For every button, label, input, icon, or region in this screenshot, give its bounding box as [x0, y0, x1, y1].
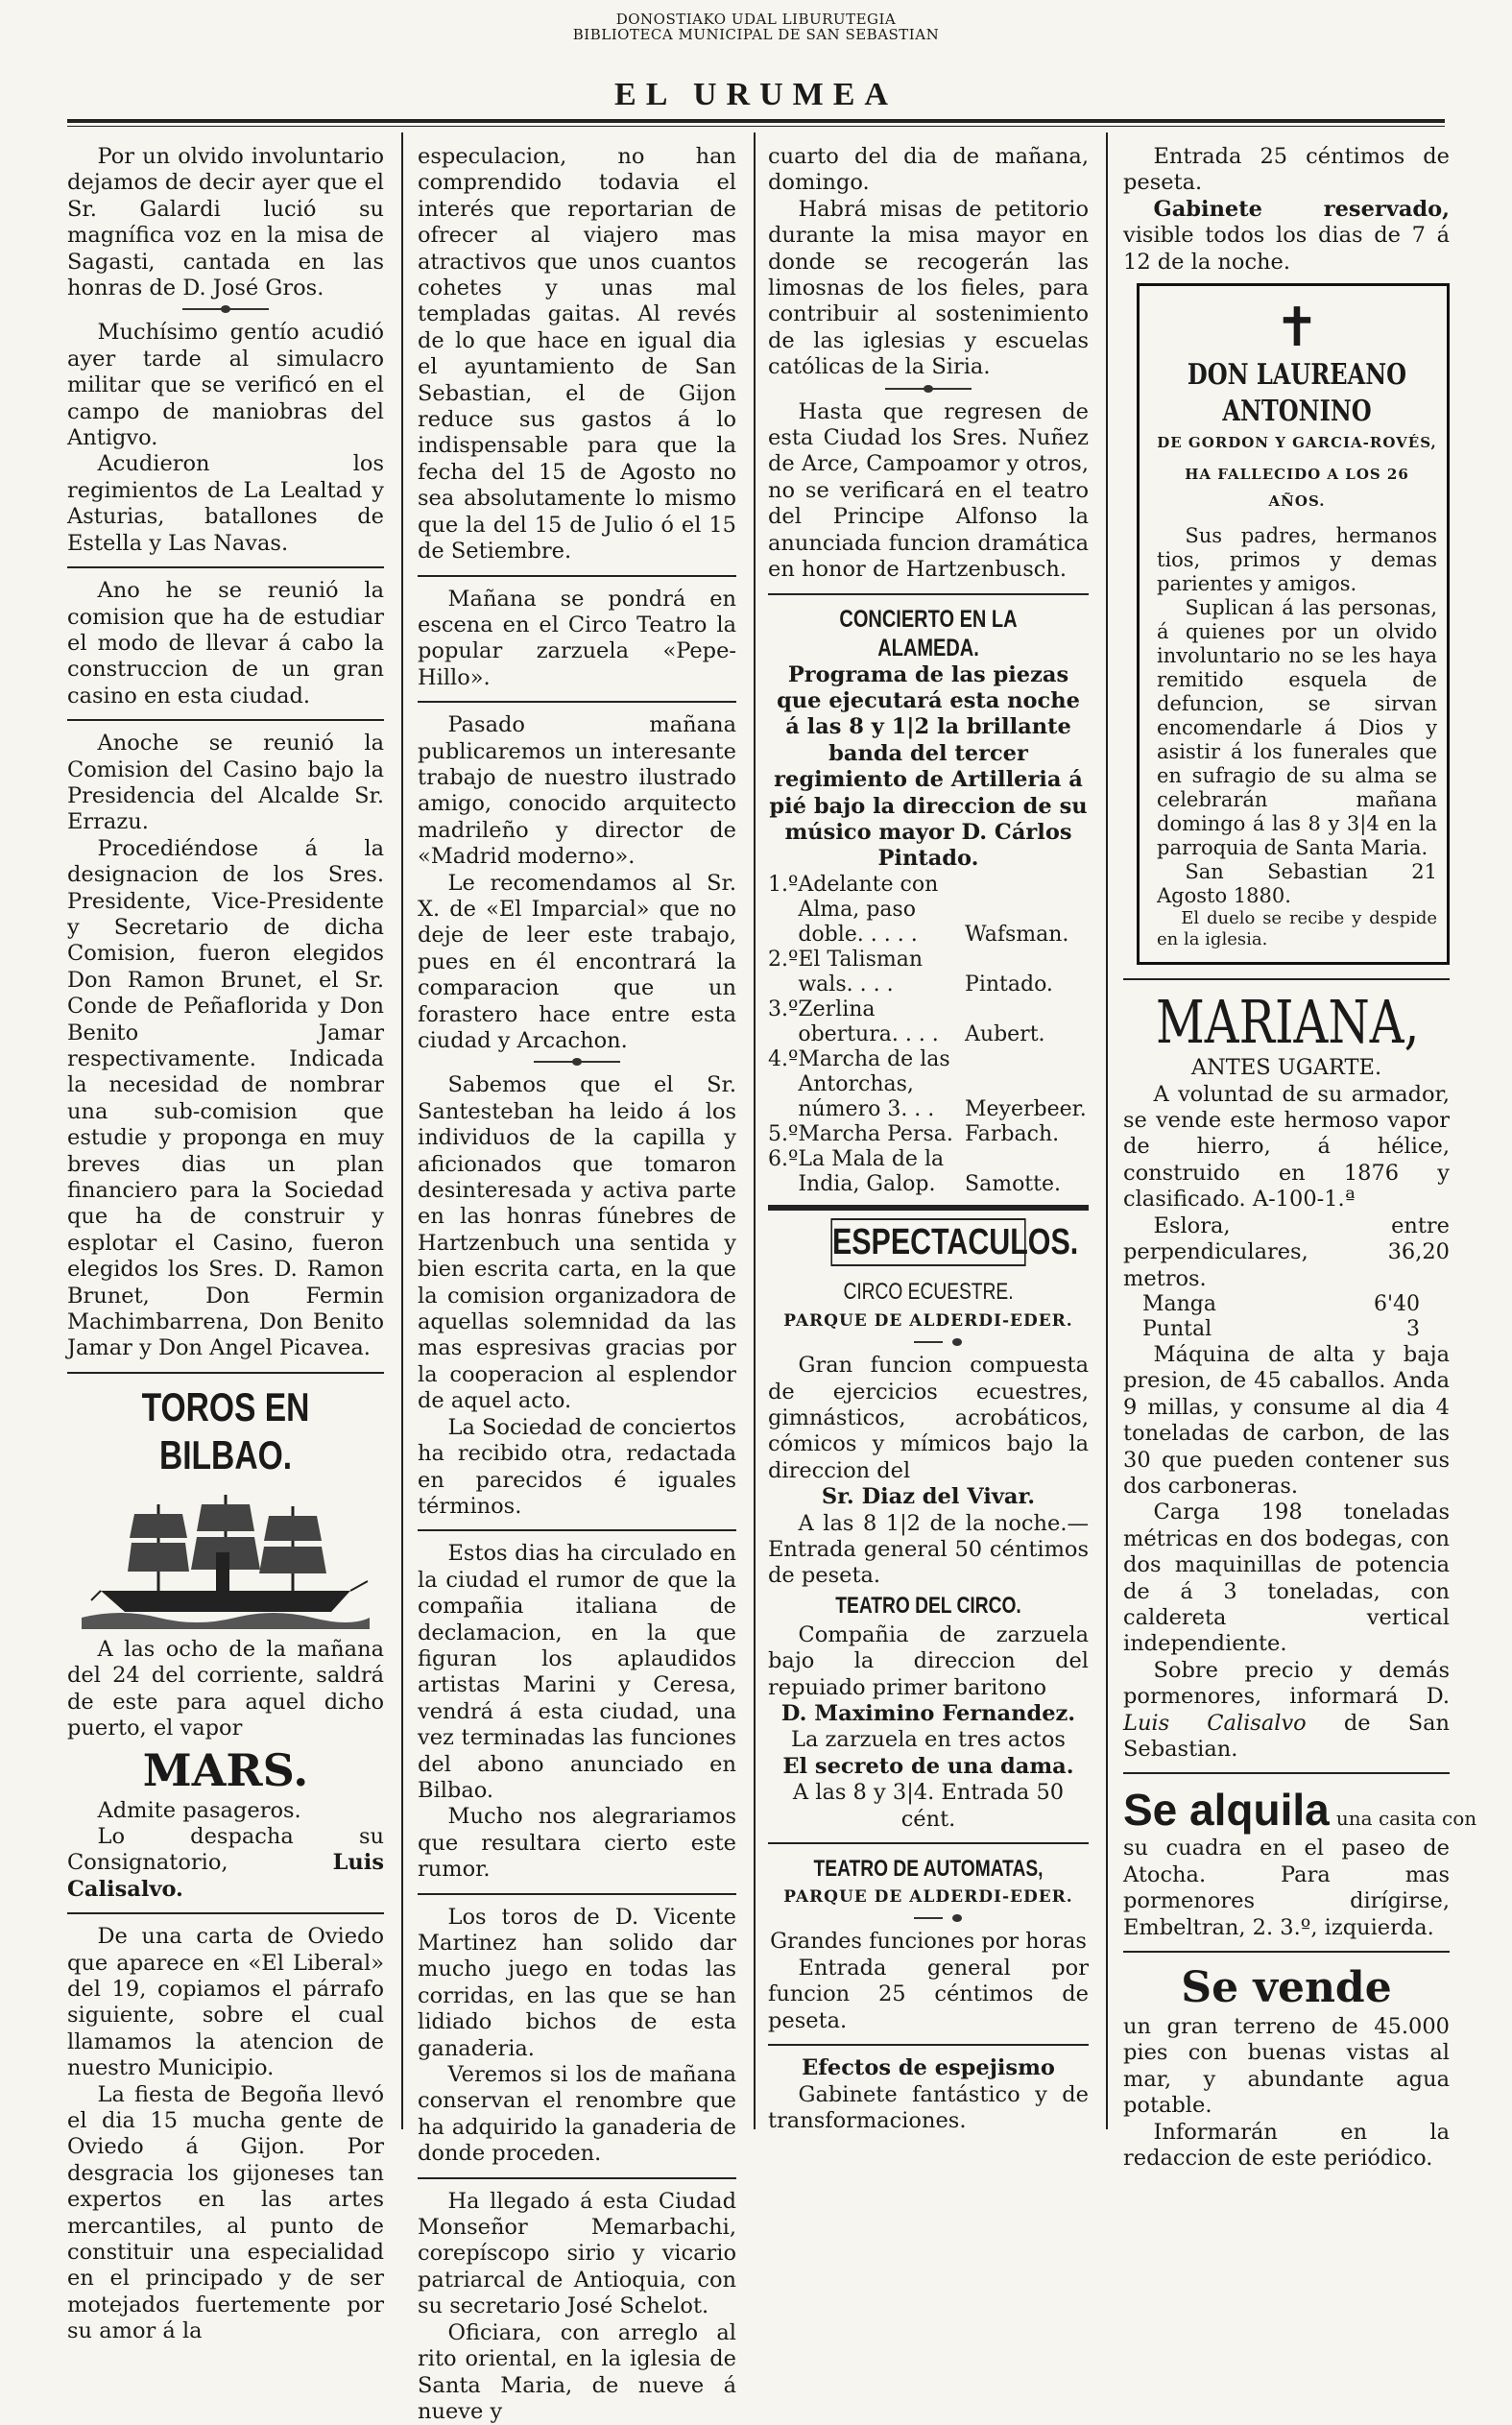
automatas-place: PARQUE DE ALDERDI-EDER. [783, 1887, 1073, 1908]
dimensions-table [1142, 1292, 1420, 1342]
library-line-1: DONOSTIAKO UDAL LIBURUTEGIA [615, 11, 897, 28]
alquila-text: su cuadra en el paseo de Atocha. Para mas pormenores dirígirse, Embeltran, 2. 3.º, izquierda. [1123, 1836, 1450, 1940]
separator [182, 308, 269, 310]
vende-title: Se vende [1181, 1963, 1392, 2013]
obituary-duelo: El duelo se recibe y despide en la iglesia. [1157, 908, 1437, 950]
concierto-intro: Programa de las piezas que ejecutará esta noche á las 8 y 1|2 la brillante banda del tercer regimiento de Artilleria á pié bajo la direccion de su músico mayor D. Cárlos Pintado. [769, 661, 1088, 872]
circo-text: Gran funcion compuesta de ejercicios ecuestres, gimnásticos, acrobáticos, cómicos y mímicos bajo la direccion del [768, 1353, 1089, 1483]
obituary-died: HA FALLECIDO A LOS 26 AÑOS. [1185, 466, 1409, 510]
mars-admits: Admite pasageros. [97, 1797, 301, 1823]
news-hartzenbusch-funcion: Hasta que regresen de esta Ciudad los Sres. Nuñez de Arce, Campoamor y otros, no se verificará en el teatro del Principe Alfonso la anunciada funcion dramática en honor de Hartzenbusch. [768, 398, 1089, 583]
program-num: 5.º [768, 1121, 799, 1146]
obituary-name: DON LAUREANO ANTONINO [1187, 358, 1407, 429]
automatas-text-2: Entrada general por funcion 25 céntimos de peseta. [768, 1955, 1089, 2033]
cross-icon: ✝ [1274, 297, 1320, 360]
espectaculos-title: ESPECTACULOS. [830, 1218, 1025, 1266]
automatas-title: TEATRO DE AUTOMATAS, [813, 1856, 1044, 1883]
gabinete-text: visible todos los dias de 7 á 12 de la noche. [1123, 223, 1450, 275]
divider-line [1123, 978, 1450, 980]
news-casino-designacion: Procediéndose á la designacion de los Sres. Presidente, Vice-Presidente y Secretario de dicha Comision, fueron elegidos Don Ramon Brunet, el Sr. Conde de Peñaflorida y Don Benito Jamar respectivamente. Indicada la necesidad de nombrar una sub-comision que estudie y proponga en muy breves dias un plan financiero para la Sociedad que ha de construir y esplotar el Casino, fueron elegidos los Sres. D. Ramon Brunet, Don Fermin Machimbarrena, Don Benito Jamar y Don Angel Picavea. [67, 835, 384, 1361]
teatro-circo-title: TEATRO DEL CIRCO. [835, 1592, 1021, 1619]
column-1 [67, 144, 384, 2345]
news-toros-martinez: Los toros de D. Vicente Martinez han solido dar mucho juego en todas las corridas, en las que se han lidiado bichos de esta ganaderia. [418, 1904, 736, 2061]
divider-line [768, 1842, 1089, 1844]
mariana-info-prefix: Sobre precio y demás pormenores, informará D. [1123, 1657, 1450, 1710]
divider-line [418, 1529, 736, 1531]
program-piece: El Talisman wals. . . . [798, 947, 924, 996]
news-santesteban: Sabemos que el Sr. Santesteban ha leido á los individuos de la capilla y aficionados que tomaron desinteresada y activa parte en las honras fúnebres de Hartzenbuch una sentida y bien escrita carta, en la que la comision organizadora de aquellas solemnidad da las mas espresivas gracias por la cooperacion al esplendor de aquel acto. [418, 1072, 736, 1414]
program-composer: Meyerbeer. [965, 1096, 1087, 1121]
toros-text: A las ocho de la mañana del 24 del corriente, saldrá de este para aquel dicho puerto, el vapor [67, 1636, 384, 1741]
efectos-title: Efectos de espejismo [802, 2055, 1055, 2081]
program-num: 1.º [768, 872, 799, 897]
divider-line [418, 1893, 736, 1895]
news-regimientos: Acudieron los regimientos de La Lealtad y Asturias, batallones de Estella y Las Navas. [67, 451, 384, 556]
news-gijon-cont: especulacion, no han comprendido todavia el interés que reportarian de ofrecer al viajero mas atractivos que unos cuantos cohetes y unas mal templadas gaitas. Al revés de lo que hace en igual dia el ayuntamiento de San Sebastian, el de Gijon reduce sus gastos á lo indispensable para que la fecha del 15 de Agosto no sea absolutamente lo mismo que la del 15 de Julio ó el 15 de Setiembre. [418, 144, 736, 564]
alquila-tail: una casita con [1335, 1807, 1477, 1831]
mariana-title: MARIANA, [1156, 987, 1420, 1058]
program-table [768, 873, 1089, 1197]
manga-value: 6'40 [1373, 1291, 1420, 1316]
program-row [768, 873, 1089, 948]
news-simulacro: Muchísimo gentío acudió ayer tarde al simulacro militar que se verificó en el campo de maniobras del Antigvo. [67, 320, 384, 451]
ship-name-mars: MARS. [142, 1743, 309, 1796]
program-composer: Farbach. [965, 1121, 1060, 1146]
automatas-text-1: Grandes funciones por horas [770, 1929, 1087, 1955]
column-divider [754, 132, 756, 2129]
divider-line [768, 1205, 1089, 1211]
news-ganaderia: Veremos si los de mañana conservan el renombre que ha adquirido la ganaderia de donde proceden. [418, 2062, 736, 2167]
circo-place: PARQUE DE ALDERDI-EDER. [783, 1310, 1073, 1331]
divider-line [1123, 1772, 1450, 1774]
divider-line [67, 1912, 384, 1914]
news-monsenor: Ha llegado á esta Ciudad Monseñor Memarbachi, corepíscopo sirio y vicario patriarcal de Antioquia, con su secretario José Schelot. [418, 2188, 736, 2319]
ship-illustration [82, 1485, 370, 1629]
circo-title: CIRCO ECUESTRE. [843, 1278, 1014, 1305]
mariana-desc: A voluntad de su armador, se vende este hermoso vapor de hierro, á hélice, construido en 1876 y clasificado. A-100-1.ª [1123, 1081, 1450, 1212]
program-num: 4.º [768, 1046, 799, 1071]
news-compania-italiana: Estos dias ha circulado en la ciudad el rumor de que la compañia italiana de declamacion, en la que figuran los aplaudidos artistas Marini y Ceresa, vendrá á esta ciudad, una vez terminadas las funciones del abono anunciado en Bilbao. [418, 1541, 736, 1803]
vende-info: Informarán en la redaccion de este periódico. [1123, 2119, 1450, 2172]
column-2 [418, 144, 736, 2425]
dimension-row [1142, 1317, 1420, 1342]
teatro-zarzuela: La zarzuela en tres actos [791, 1727, 1066, 1753]
program-row [768, 1122, 1089, 1147]
program-composer: Wafsman. [965, 922, 1069, 947]
obituary-family: Sus padres, hermanos tios, primos y demas parientes y amigos. [1157, 524, 1437, 596]
separator [914, 1341, 943, 1343]
program-composer: Aubert. [965, 1021, 1045, 1046]
column-4 [1123, 144, 1477, 2172]
separator [914, 1917, 943, 1919]
news-galardi: Por un olvido involuntario dejamos de decir ayer que el Sr. Galardi lució su magnífica voz en la misa de Sagasti, cantada en las honras de D. José Gros. [67, 144, 384, 301]
mariana-carga: Carga 198 toneladas métricas en dos bodegas, con dos maquinillas de potencia de á 3 toneladas, con caldereta vertical independiente. [1123, 1500, 1450, 1657]
program-piece: Marcha de las Antorchas, número 3. . . [798, 1046, 950, 1121]
concierto-title: CONCIERTO EN LA ALAMEDA. [839, 605, 1018, 661]
program-piece: La Mala de la India, Galop. [798, 1146, 945, 1196]
mariana-info-suffix: de San Sebastian. [1123, 1710, 1451, 1762]
divider-line [67, 719, 384, 721]
obituary-date: San Sebastian 21 Agosto 1880. [1157, 860, 1437, 908]
mars-agent: Luis Calisalvo. [67, 1850, 384, 1902]
news-rito-oriental: Oficiara, con arreglo al rito oriental, en la iglesia de Santa Maria, de nueve á nueve y [418, 2319, 736, 2424]
masthead-rule [67, 119, 1445, 123]
program-piece: Adelante con Alma, paso doble. . . . . [798, 872, 939, 947]
mariana-sub: ANTES UGARTE. [1190, 1055, 1382, 1081]
mariana-eslora: Eslora, entre perpendiculares, 36,20 metros. [1123, 1212, 1450, 1291]
teatro-director: D. Maximino Fernandez. [780, 1701, 1076, 1727]
program-composer: Samotte. [965, 1171, 1062, 1196]
efectos-text: Gabinete fantástico y de transformaciones. [768, 2081, 1089, 2133]
library-header [0, 12, 1512, 42]
column-divider [1106, 132, 1108, 2129]
obituary-surname: DE GORDON Y GARCIA-ROVÉS, [1157, 434, 1437, 452]
news-rumor: Mucho nos alegrariamos que resultara cierto este rumor. [418, 1804, 736, 1883]
program-row [768, 1147, 1089, 1197]
toros-title: TOROS EN BILBAO. [141, 1383, 310, 1477]
circo-time: A las 8 1|2 de la noche.— Entrada general 50 céntimos de peseta. [768, 1510, 1089, 1589]
entrada-price: Entrada 25 céntimos de peseta. [1123, 144, 1450, 196]
divider-line [768, 2044, 1089, 2046]
news-domingo-cont: cuarto del dia de mañana, domingo. [768, 144, 1089, 196]
program-num: 6.º [768, 1146, 799, 1171]
column-divider [401, 132, 403, 2129]
divider-line [67, 566, 384, 568]
news-begona: La fiesta de Begoña llevó el dia 15 mucha gente de Oviedo á Gijon. Por desgracia los gijoneses tan expertos en las artes mercantiles, al punto de constituir una especialidad en el principado y de ser motejados fuertemente por su amor á la [67, 2081, 384, 2344]
news-imparcial: Le recomendamos al Sr. X. de «El Imparcial» que no deje de leer este trabajo, pues en él encontrará la comparacion que un forastero hace entre esta ciudad y Arcachon. [418, 870, 736, 1053]
news-oviedo-carta: De una carta de Oviedo que aparece en «El Liberal» del 19, copiamos el párrafo siguiente, sobre el cual llamamos la atencion de nuestro Municipio. [67, 1924, 384, 2081]
news-casino-comision: Ano he se reunió la comision que ha de estudiar el modo de llevar á cabo la construccion de un gran casino en esta ciudad. [67, 578, 384, 708]
divider-line [768, 593, 1089, 595]
program-row [768, 948, 1089, 997]
column-3 [768, 144, 1089, 2134]
mariana-agent: Luis Calisalvo [1123, 1710, 1307, 1736]
gabinete-label: Gabinete reservado, [1153, 196, 1450, 222]
divider-line [418, 701, 736, 703]
obituary-box [1137, 283, 1450, 965]
vende-text: un gran terreno de 45.000 pies con buenas vistas al mar, y abundante agua potable. [1123, 2014, 1450, 2119]
alquila-title: Se alquila [1123, 1785, 1330, 1836]
mars-agent-line [67, 1824, 384, 1903]
program-row [768, 997, 1089, 1047]
program-piece: Marcha Persa. [798, 1121, 953, 1146]
gabinete-line [1123, 197, 1450, 276]
news-pepe-hillo: Mañana se pondrá en escena en el Circo Teatro la popular zarzuela «Pepe-Hillo». [418, 586, 736, 690]
teatro-text: Compañia de zarzuela bajo la direccion del repuiado primer baritono [768, 1621, 1089, 1700]
masthead-rule-thin [67, 126, 1445, 127]
divider-line [67, 1372, 384, 1374]
dimension-row [1142, 1292, 1420, 1317]
program-piece: Zerlina obertura. . . . [798, 996, 939, 1046]
mariana-informes [1123, 1658, 1450, 1764]
separator [534, 1061, 620, 1063]
masthead: EL URUMEA [614, 77, 898, 112]
library-line-2: BIBLIOTECA MUNICIPAL DE SAN SEBASTIAN [572, 26, 940, 43]
news-conciertos: La Sociedad de conciertos ha recibido otra, redactada en parecidos é iguales términos. [418, 1414, 736, 1519]
circo-director: Sr. Diaz del Vivar. [821, 1484, 1036, 1510]
manga-label: Manga [1142, 1291, 1217, 1316]
separator [885, 388, 972, 390]
program-num: 3.º [768, 996, 799, 1021]
divider-line [1123, 1951, 1450, 1953]
alquila-heading [1123, 1784, 1477, 1836]
mariana-maquina: Máquina de alta y baja presion, de 45 caballos. Anda 9 millas, y consume al dia 4 toneladas de carbon, de las 30 que pueden contener sus dos carboneras. [1123, 1341, 1450, 1499]
news-madrid-moderno: Pasado mañana publicaremos un interesante trabajo de nuestro ilustrado amigo, conocido arquitecto madrileño y director de «Madrid moderno». [418, 712, 736, 870]
puntal-label: Puntal [1142, 1316, 1212, 1341]
program-composer: Pintado. [965, 972, 1053, 996]
teatro-time: A las 8 y 3|4. Entrada 50 cént. [792, 1780, 1065, 1832]
teatro-play: El secreto de una dama. [782, 1753, 1074, 1779]
news-misas-petitorio: Habrá misas de petitorio durante la misa mayor en donde se recogerán las limosnas de los fieles, para contribuir al sostenimiento de las iglesias y escuelas católicas de la Siria. [768, 196, 1089, 380]
program-row [768, 1047, 1089, 1122]
program-num: 2.º [768, 947, 799, 972]
divider-line [418, 575, 736, 577]
news-casino-reunion: Anoche se reunió la Comision del Casino bajo la Presidencia del Alcalde Sr. Errazu. [67, 731, 384, 835]
divider-line [418, 2177, 736, 2179]
mars-agent-prefix: Lo despacha su Consignatorio, [67, 1823, 384, 1876]
obituary-request: Suplican á las personas, á quienes por un olvido involuntario no se les haya remitido esquela de defuncion, se sirvan encomendarle á Dios y asistir á los funerales que en sufragio de su alma se celebrarán mañana domingo á las 8 y 3|4 en la parroquia de Santa Maria. [1157, 596, 1437, 860]
puntal-value: 3 [1406, 1316, 1420, 1341]
